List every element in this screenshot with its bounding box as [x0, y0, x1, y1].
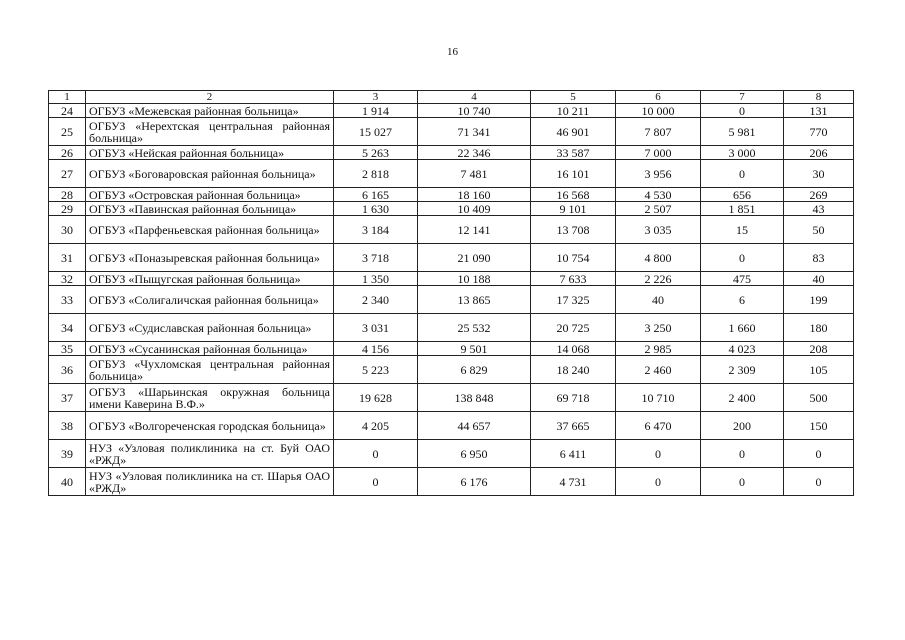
- column-header: 7: [701, 91, 784, 104]
- cell-col5: 10 754: [531, 244, 616, 272]
- column-header: 2: [86, 91, 334, 104]
- table-row: [49, 286, 854, 314]
- cell-col8: 180: [784, 314, 854, 342]
- cell-col6: 2 507: [616, 202, 701, 216]
- cell-col5: 7 633: [531, 272, 616, 286]
- row-number: 31: [49, 244, 86, 272]
- cell-col3: 0: [334, 468, 418, 496]
- table-row: [49, 440, 854, 468]
- institution-name: НУЗ «Узловая поликлиника на ст. Шарья ОАО «РЖД»: [86, 468, 334, 496]
- cell-col4: 6 176: [418, 468, 531, 496]
- cell-col4: 6 829: [418, 356, 531, 384]
- table-row: [49, 384, 854, 412]
- row-number: 27: [49, 160, 86, 188]
- row-number: 39: [49, 440, 86, 468]
- institution-name: ОГБУЗ «Боговаровская районная больница»: [86, 160, 334, 188]
- cell-col5: 13 708: [531, 216, 616, 244]
- cell-col7: 0: [701, 244, 784, 272]
- cell-col8: 0: [784, 440, 854, 468]
- cell-col4: 25 532: [418, 314, 531, 342]
- institution-name: НУЗ «Узловая поликлиника на ст. Буй ОАО «РЖД»: [86, 440, 334, 468]
- cell-col8: 500: [784, 384, 854, 412]
- cell-col4: 13 865: [418, 286, 531, 314]
- column-header: 6: [616, 91, 701, 104]
- table-row: [49, 412, 854, 440]
- cell-col5: 10 211: [531, 104, 616, 118]
- cell-col5: 6 411: [531, 440, 616, 468]
- row-number: 36: [49, 356, 86, 384]
- cell-col5: 9 101: [531, 202, 616, 216]
- cell-col6: 4 530: [616, 188, 701, 202]
- table-header-row: [49, 91, 854, 104]
- row-number: 34: [49, 314, 86, 342]
- cell-col3: 0: [334, 440, 418, 468]
- row-number: 35: [49, 342, 86, 356]
- cell-col6: 10 000: [616, 104, 701, 118]
- cell-col3: 3 184: [334, 216, 418, 244]
- cell-col3: 2 340: [334, 286, 418, 314]
- cell-col5: 37 665: [531, 412, 616, 440]
- cell-col4: 12 141: [418, 216, 531, 244]
- cell-col8: 0: [784, 468, 854, 496]
- cell-col8: 150: [784, 412, 854, 440]
- institution-name: ОГБУЗ «Павинская районная больница»: [86, 202, 334, 216]
- cell-col6: 3 035: [616, 216, 701, 244]
- cell-col8: 83: [784, 244, 854, 272]
- cell-col7: 0: [701, 104, 784, 118]
- table-row: [49, 216, 854, 244]
- institution-name: ОГБУЗ «Межевская районная больница»: [86, 104, 334, 118]
- cell-col7: 0: [701, 160, 784, 188]
- cell-col7: 4 023: [701, 342, 784, 356]
- cell-col3: 2 818: [334, 160, 418, 188]
- row-number: 38: [49, 412, 86, 440]
- cell-col4: 21 090: [418, 244, 531, 272]
- institution-name: ОГБУЗ «Судиславская районная больница»: [86, 314, 334, 342]
- column-header: 1: [49, 91, 86, 104]
- row-number: 25: [49, 118, 86, 146]
- institution-name: ОГБУЗ «Поназыревская районная больница»: [86, 244, 334, 272]
- cell-col4: 44 657: [418, 412, 531, 440]
- cell-col8: 131: [784, 104, 854, 118]
- row-number: 30: [49, 216, 86, 244]
- cell-col5: 17 325: [531, 286, 616, 314]
- cell-col4: 10 188: [418, 272, 531, 286]
- cell-col3: 3 718: [334, 244, 418, 272]
- cell-col4: 10 409: [418, 202, 531, 216]
- cell-col7: 656: [701, 188, 784, 202]
- cell-col3: 5 223: [334, 356, 418, 384]
- cell-col6: 3 250: [616, 314, 701, 342]
- cell-col6: 2 985: [616, 342, 701, 356]
- table-row: [49, 356, 854, 384]
- column-header: 8: [784, 91, 854, 104]
- cell-col8: 269: [784, 188, 854, 202]
- cell-col5: 14 068: [531, 342, 616, 356]
- row-number: 37: [49, 384, 86, 412]
- cell-col3: 4 205: [334, 412, 418, 440]
- page-number: 16: [447, 46, 458, 58]
- cell-col8: 770: [784, 118, 854, 146]
- row-number: 24: [49, 104, 86, 118]
- cell-col4: 18 160: [418, 188, 531, 202]
- cell-col5: 46 901: [531, 118, 616, 146]
- cell-col3: 1 914: [334, 104, 418, 118]
- cell-col3: 1 630: [334, 202, 418, 216]
- cell-col5: 33 587: [531, 146, 616, 160]
- table-row: [49, 188, 854, 202]
- cell-col3: 15 027: [334, 118, 418, 146]
- cell-col7: 5 981: [701, 118, 784, 146]
- institution-name: ОГБУЗ «Чухломская центральная районная больница»: [86, 356, 334, 384]
- institution-name: ОГБУЗ «Солигаличская районная больница»: [86, 286, 334, 314]
- institution-name: ОГБУЗ «Островская районная больница»: [86, 188, 334, 202]
- cell-col6: 2 460: [616, 356, 701, 384]
- table-row: [49, 160, 854, 188]
- column-header: 5: [531, 91, 616, 104]
- cell-col5: 20 725: [531, 314, 616, 342]
- cell-col7: 200: [701, 412, 784, 440]
- institution-name: ОГБУЗ «Парфеньевская районная больница»: [86, 216, 334, 244]
- cell-col8: 43: [784, 202, 854, 216]
- column-header: 3: [334, 91, 418, 104]
- institution-name: ОГБУЗ «Сусанинская районная больница»: [86, 342, 334, 356]
- cell-col8: 40: [784, 272, 854, 286]
- cell-col5: 4 731: [531, 468, 616, 496]
- table-row: [49, 146, 854, 160]
- table-row: [49, 104, 854, 118]
- cell-col8: 199: [784, 286, 854, 314]
- cell-col4: 6 950: [418, 440, 531, 468]
- cell-col6: 2 226: [616, 272, 701, 286]
- cell-col3: 5 263: [334, 146, 418, 160]
- institution-name: ОГБУЗ «Нейская районная больница»: [86, 146, 334, 160]
- cell-col7: 2 400: [701, 384, 784, 412]
- cell-col3: 4 156: [334, 342, 418, 356]
- cell-col6: 0: [616, 440, 701, 468]
- cell-col7: 6: [701, 286, 784, 314]
- row-number: 33: [49, 286, 86, 314]
- cell-col4: 10 740: [418, 104, 531, 118]
- cell-col7: 475: [701, 272, 784, 286]
- cell-col4: 22 346: [418, 146, 531, 160]
- cell-col6: 3 956: [616, 160, 701, 188]
- cell-col7: 0: [701, 468, 784, 496]
- hospital-table: [48, 90, 854, 496]
- cell-col7: 2 309: [701, 356, 784, 384]
- cell-col7: 15: [701, 216, 784, 244]
- cell-col8: 208: [784, 342, 854, 356]
- institution-name: ОГБУЗ «Нерехтская центральная районная больница»: [86, 118, 334, 146]
- cell-col7: 3 000: [701, 146, 784, 160]
- cell-col3: 1 350: [334, 272, 418, 286]
- table-row: [49, 468, 854, 496]
- row-number: 28: [49, 188, 86, 202]
- cell-col5: 69 718: [531, 384, 616, 412]
- cell-col4: 71 341: [418, 118, 531, 146]
- table-row: [49, 202, 854, 216]
- cell-col3: 19 628: [334, 384, 418, 412]
- cell-col3: 3 031: [334, 314, 418, 342]
- column-header: 4: [418, 91, 531, 104]
- cell-col3: 6 165: [334, 188, 418, 202]
- cell-col7: 0: [701, 440, 784, 468]
- table-row: [49, 244, 854, 272]
- institution-name: ОГБУЗ «Шарьинская окружная больница имени Каверина В.Ф.»: [86, 384, 334, 412]
- cell-col4: 9 501: [418, 342, 531, 356]
- cell-col8: 206: [784, 146, 854, 160]
- cell-col7: 1 660: [701, 314, 784, 342]
- cell-col6: 10 710: [616, 384, 701, 412]
- row-number: 29: [49, 202, 86, 216]
- table-row: [49, 342, 854, 356]
- cell-col6: 4 800: [616, 244, 701, 272]
- cell-col8: 30: [784, 160, 854, 188]
- cell-col4: 138 848: [418, 384, 531, 412]
- row-number: 26: [49, 146, 86, 160]
- cell-col6: 40: [616, 286, 701, 314]
- cell-col5: 16 568: [531, 188, 616, 202]
- cell-col8: 50: [784, 216, 854, 244]
- cell-col6: 6 470: [616, 412, 701, 440]
- cell-col5: 16 101: [531, 160, 616, 188]
- cell-col6: 7 807: [616, 118, 701, 146]
- table-row: [49, 272, 854, 286]
- cell-col5: 18 240: [531, 356, 616, 384]
- institution-name: ОГБУЗ «Пыщугская районная больница»: [86, 272, 334, 286]
- row-number: 40: [49, 468, 86, 496]
- cell-col6: 7 000: [616, 146, 701, 160]
- table-row: [49, 314, 854, 342]
- table-row: [49, 118, 854, 146]
- cell-col4: 7 481: [418, 160, 531, 188]
- institution-name: ОГБУЗ «Волгореченская городская больница»: [86, 412, 334, 440]
- row-number: 32: [49, 272, 86, 286]
- cell-col8: 105: [784, 356, 854, 384]
- cell-col6: 0: [616, 468, 701, 496]
- cell-col7: 1 851: [701, 202, 784, 216]
